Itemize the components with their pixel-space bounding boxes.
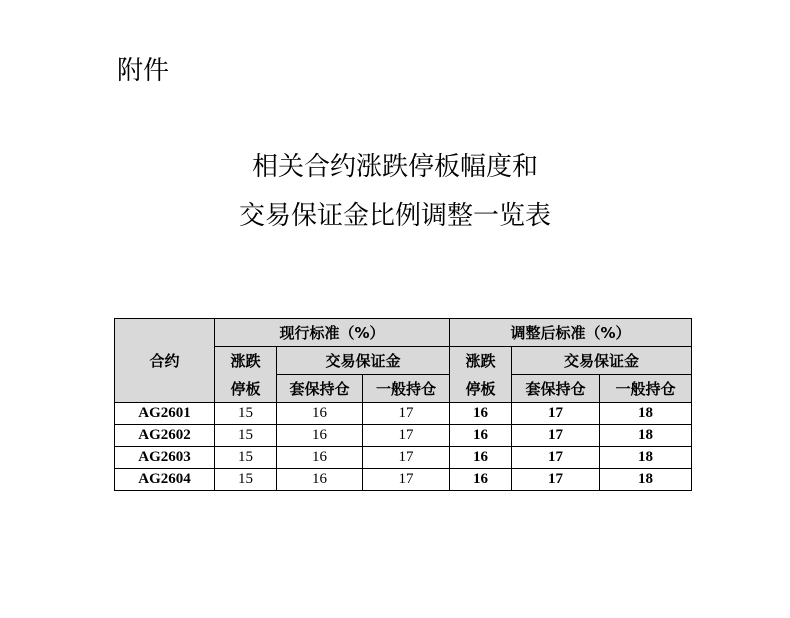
header-adjusted-standard: 调整后标准（%）	[450, 319, 692, 347]
table-row	[115, 469, 692, 491]
header-row-1	[115, 319, 692, 347]
current-hedge-cell: 16	[277, 469, 363, 491]
current-hedge-cell: 16	[277, 447, 363, 469]
contract-cell: AG2601	[115, 403, 215, 425]
adjusted-general-cell: 18	[600, 469, 692, 491]
header-adjusted-margin: 交易保证金	[512, 347, 692, 375]
adjusted-hedge-cell: 17	[512, 469, 600, 491]
current-general-cell: 17	[363, 403, 450, 425]
adjusted-hedge-cell: 17	[512, 425, 600, 447]
current-general-cell: 17	[363, 425, 450, 447]
header-adjusted-limit-line-1: 涨跌	[450, 347, 512, 375]
current-limit-cell: 15	[215, 425, 277, 447]
adjusted-hedge-cell: 17	[512, 447, 600, 469]
header-current-limit-line-2: 停板	[215, 375, 277, 403]
current-hedge-cell: 16	[277, 403, 363, 425]
header-adjusted-hedge: 套保持仓	[512, 375, 600, 403]
adjusted-limit-cell: 16	[450, 425, 512, 447]
current-limit-cell: 15	[215, 447, 277, 469]
header-current-general: 一般持仓	[363, 375, 450, 403]
header-contract: 合约	[115, 319, 215, 403]
table-row	[115, 425, 692, 447]
attachment-label: 附件	[117, 56, 170, 86]
header-current-margin: 交易保证金	[277, 347, 450, 375]
document-title-line-2: 交易保证金比例调整一览表	[238, 201, 551, 231]
current-general-cell: 17	[363, 469, 450, 491]
adjusted-hedge-cell: 17	[512, 403, 600, 425]
adjusted-general-cell: 18	[600, 425, 692, 447]
current-limit-cell: 15	[215, 469, 277, 491]
document-title-line-1: 相关合约涨跌停板幅度和	[251, 152, 538, 182]
adjusted-general-cell: 18	[600, 447, 692, 469]
header-current-hedge: 套保持仓	[277, 375, 363, 403]
adjusted-limit-cell: 16	[450, 447, 512, 469]
current-limit-cell: 15	[215, 403, 277, 425]
contract-cell: AG2603	[115, 447, 215, 469]
adjusted-limit-cell: 16	[450, 469, 512, 491]
contract-cell: AG2604	[115, 469, 215, 491]
contract-cell: AG2602	[115, 425, 215, 447]
adjustment-table	[114, 318, 692, 491]
header-current-limit-line-1: 涨跌	[215, 347, 277, 375]
header-adjusted-limit-line-2: 停板	[450, 375, 512, 403]
table-row	[115, 447, 692, 469]
current-general-cell: 17	[363, 447, 450, 469]
adjusted-general-cell: 18	[600, 403, 692, 425]
table-row	[115, 403, 692, 425]
current-hedge-cell: 16	[277, 425, 363, 447]
header-adjusted-general: 一般持仓	[600, 375, 692, 403]
header-current-standard: 现行标准（%）	[215, 319, 450, 347]
adjusted-limit-cell: 16	[450, 403, 512, 425]
